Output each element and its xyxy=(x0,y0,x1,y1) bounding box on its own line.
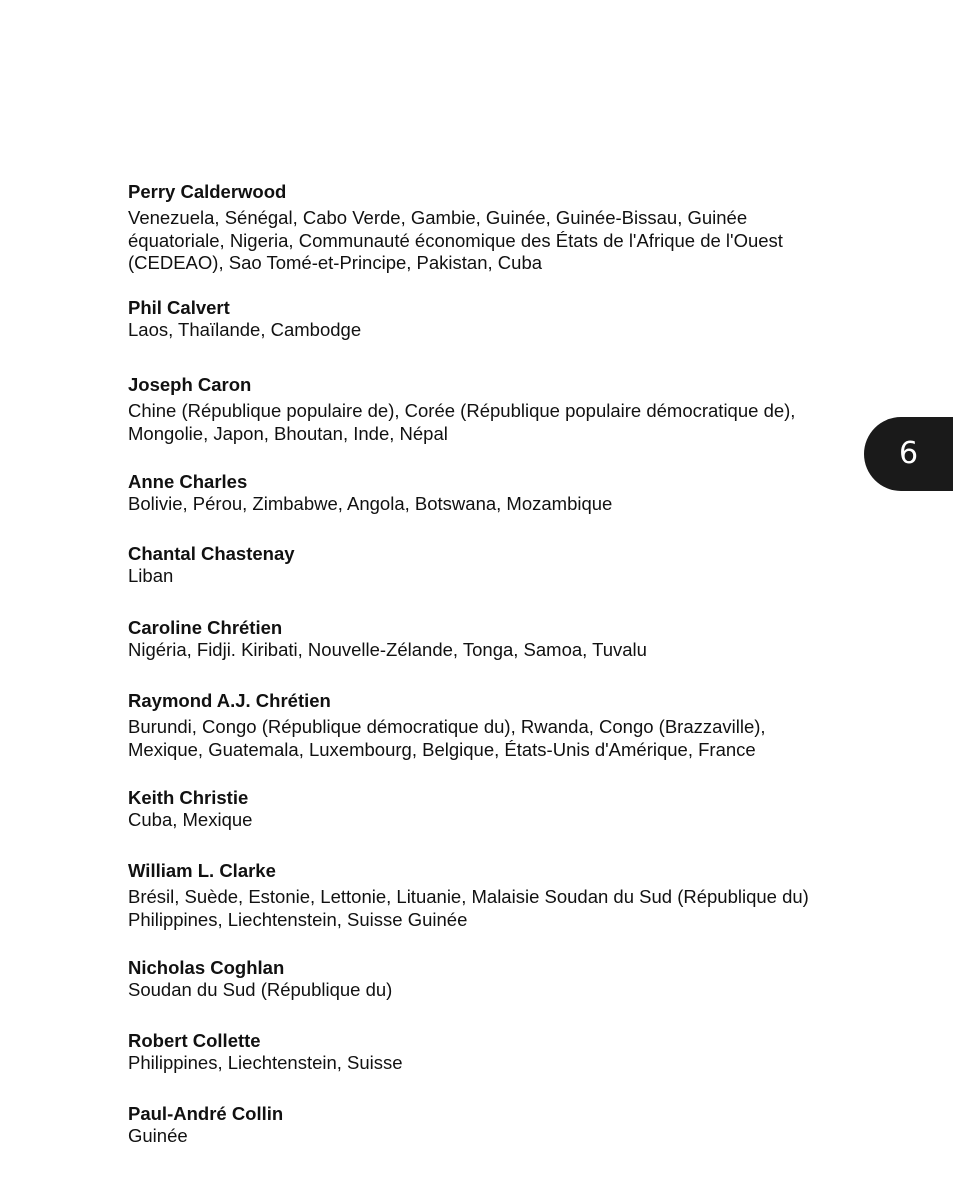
list-item xyxy=(128,471,828,516)
list-item xyxy=(128,1030,828,1075)
entry-countries: Soudan du Sud (République du) xyxy=(128,979,393,1000)
entry-name: Perry Calderwood xyxy=(128,181,287,202)
list-item xyxy=(128,1103,828,1148)
list-item xyxy=(128,860,828,931)
entry-countries: Nigéria, Fidji. Kiribati, Nouvelle-Zélande, Tonga, Samoa, Tuvalu xyxy=(128,639,647,660)
entry-name: Phil Calvert xyxy=(128,297,230,318)
list-item xyxy=(128,374,828,445)
list-item xyxy=(128,617,828,662)
list-item xyxy=(128,297,828,342)
entry-name: Raymond A.J. Chrétien xyxy=(128,690,331,711)
entry-name: Chantal Chastenay xyxy=(128,543,295,564)
list-item xyxy=(128,957,828,1002)
list-item xyxy=(128,787,828,832)
chapter-number: 6 xyxy=(898,436,919,471)
entry-countries: Bolivie, Pérou, Zimbabwe, Angola, Botswana, Mozambique xyxy=(128,493,613,514)
list-item xyxy=(128,181,828,275)
entry-countries: Cuba, Mexique xyxy=(128,809,253,830)
entry-name: Keith Christie xyxy=(128,787,249,808)
entry-name: Robert Collette xyxy=(128,1030,261,1051)
entry-name: William L. Clarke xyxy=(128,860,276,881)
entry-countries: Brésil, Suède, Estonie, Lettonie, Lituanie, Malaisie Soudan du Sud (République du) Philippines, Liechtenstein, Suisse Guinée xyxy=(128,886,809,930)
entry-countries: Venezuela, Sénégal, Cabo Verde, Gambie, Guinée, Guinée-Bissau, Guinée équatoriale, Nigeria, Communauté économique des États de l'Afrique de l'Ouest (CEDEAO), Sao Tomé-et-Principe, Pakistan, Cuba xyxy=(128,207,783,273)
entry-name: Caroline Chrétien xyxy=(128,617,283,638)
list-item xyxy=(128,690,828,761)
entry-countries: Burundi, Congo (République démocratique du), Rwanda, Congo (Brazzaville), Mexique, Guatemala, Luxembourg, Belgique, États-Unis d'Amérique, France xyxy=(128,716,766,760)
entry-name: Joseph Caron xyxy=(128,374,252,395)
entry-countries: Laos, Thaïlande, Cambodge xyxy=(128,319,362,340)
entry-countries: Chine (République populaire de), Corée (République populaire démocratique de), Mongolie, Japon, Bhoutan, Inde, Népal xyxy=(128,400,796,444)
entry-countries: Liban xyxy=(128,565,174,586)
entry-countries: Guinée xyxy=(128,1125,188,1146)
entry-name: Paul-André Collin xyxy=(128,1103,284,1124)
entry-countries: Philippines, Liechtenstein, Suisse xyxy=(128,1052,403,1073)
chapter-tab xyxy=(864,417,953,491)
entry-name: Anne Charles xyxy=(128,471,248,492)
entry-name: Nicholas Coghlan xyxy=(128,957,285,978)
list-item xyxy=(128,543,828,588)
